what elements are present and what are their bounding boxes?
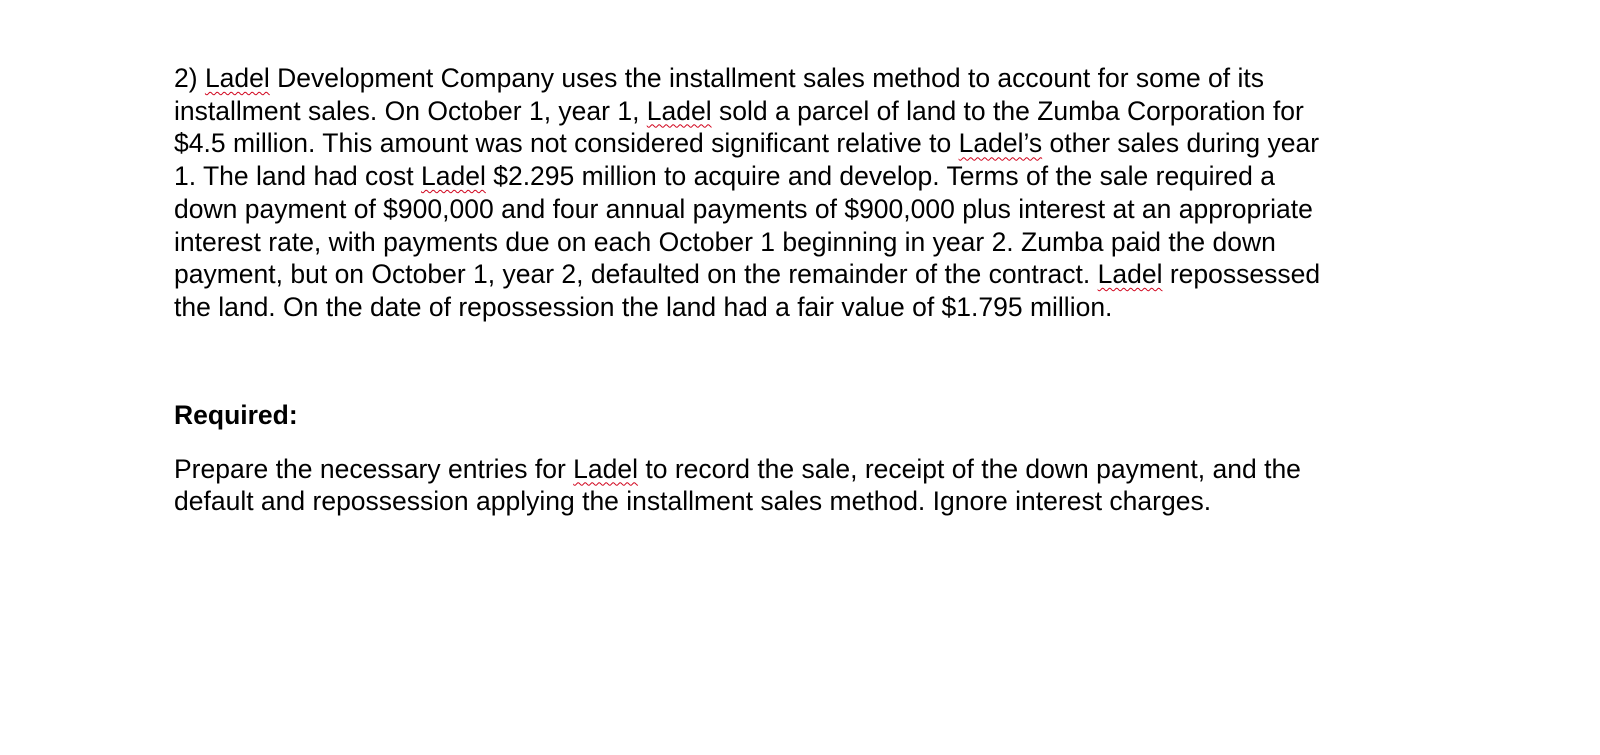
text-run: 2) (174, 63, 205, 93)
text-run: down payment of $900,000 and four annual payments of $900,000 plus interest at an appropriate (174, 193, 1313, 224)
problem-line-1 (174, 62, 1414, 95)
problem-line-6 (174, 226, 1414, 259)
text-run: repossessed (1162, 259, 1321, 290)
instructions-paragraph (174, 453, 1414, 518)
misspelled-word[interactable]: Ladel (573, 453, 639, 484)
text-run: Prepare the necessary entries for (174, 453, 574, 484)
misspelled-word[interactable]: Ladel (421, 161, 486, 192)
problem-line-7 (174, 258, 1414, 291)
text-run: $4.5 million. This amount was not considered significant relative to (174, 128, 959, 159)
problem-line-4 (174, 160, 1414, 193)
misspelled-word[interactable]: Ladel (1097, 259, 1163, 290)
required-heading: Required: (174, 399, 298, 430)
text-run: installment sales. On October 1, year 1, (174, 95, 647, 126)
text-run: sold a parcel of land to the Zumba Corporation for (711, 95, 1304, 126)
problem-line-3 (174, 127, 1414, 160)
text-run: the land. On the date of repossession the land had a fair value of $1.795 million. (174, 291, 1113, 322)
text-run: default and repossession applying the installment sales method. Ignore interest charges. (174, 486, 1212, 517)
text-run: 1. The land had cost (174, 161, 422, 192)
text-run: interest rate, with payments due on each October 1 beginning in year 2. Zumba paid the down (174, 226, 1276, 257)
text-run: payment, but on October 1, year 2, defaulted on the remainder of the contract. (174, 259, 1098, 290)
problem-line-8 (174, 291, 1414, 324)
text-run: Development Company uses the installment sales method to account for some of its (269, 63, 1265, 93)
misspelled-word[interactable]: Ladel’s (958, 128, 1043, 159)
problem-line-5 (174, 193, 1414, 226)
misspelled-word[interactable]: Ladel (646, 95, 712, 126)
paragraph-spacer (174, 324, 1414, 399)
misspelled-word[interactable]: Ladel (204, 63, 270, 93)
instructions-line-1 (174, 453, 1414, 486)
text-run: other sales during year (1042, 128, 1320, 159)
problem-line-2 (174, 95, 1414, 128)
instructions-line-2 (174, 485, 1414, 518)
text-run: to record the sale, receipt of the down payment, and the (638, 453, 1301, 484)
text-run: $2.295 million to acquire and develop. Terms of the sale required a (485, 161, 1275, 192)
paragraph-spacer (174, 431, 1414, 453)
document-page (174, 62, 1414, 518)
problem-paragraph (174, 62, 1414, 324)
